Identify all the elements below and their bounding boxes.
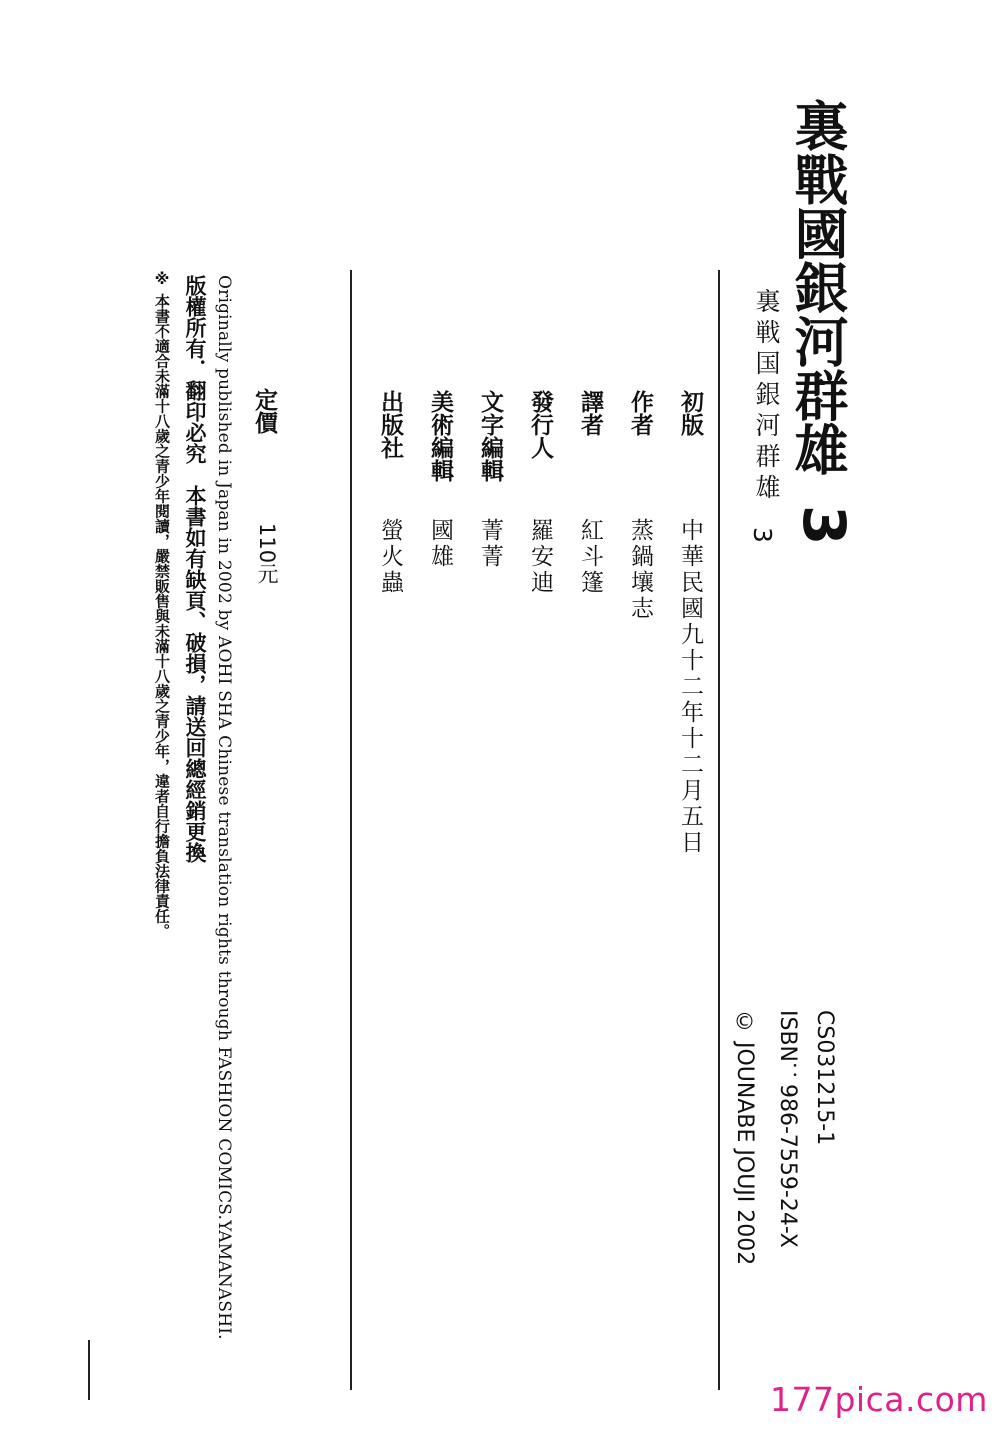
credit-label-text-editor: 文字編輯 [477,390,503,482]
credit-label-publisher-person: 發行人 [527,390,553,459]
original-volume-number: 3 [748,527,777,543]
price-value: 110元 [255,523,279,585]
credit-label-author: 作者 [627,390,653,436]
original-title: 裏戦国銀河群雄 [752,288,781,505]
credit-label-publisher: 出版社 [377,390,403,459]
product-code: CS031215-1 [812,1010,837,1146]
credit-value-author: 蒸鍋壤志 [627,518,653,622]
main-volume-number: 3 [790,505,858,546]
original-publication-line: Originally published in Japan in 2002 by AOHI SHA Chinese translation rights through FASHION COMICS.YAMANASHI. [214,275,234,1340]
credit-value-publisher-person: 羅安迪 [527,518,553,596]
isbn-number: ISBN：986-7559-24-X [775,1010,800,1248]
site-watermark: 177pica.com [770,1380,988,1419]
age-restriction-notice: ※ 本書不適合未滿十八歲之青少年閱讀，嚴禁販售與未滿十八歲之青少年，違者自行擔負法律責任。 [153,270,171,939]
rights-reserved-line: 版權所有．翻印必究 本書如有缺頁、破損，請送回總經銷更換 [183,275,207,863]
credit-value-text-editor: 菁菁 [477,518,503,570]
price-label: 定價 [251,388,277,434]
credit-label-first-edition: 初版 [677,390,703,436]
credit-value-translator: 紅斗篷 [577,518,603,596]
top-divider-left [350,270,352,1390]
bottom-divider [88,1340,90,1400]
credit-label-translator: 譯者 [577,390,603,436]
credit-label-art-editor: 美術編輯 [427,390,453,482]
top-divider-right [718,270,720,1390]
credit-value-art-editor: 國雄 [427,518,453,570]
main-title: 裏戰國銀河群雄 [786,98,849,476]
credit-value-first-edition: 中華民國九十二年十二月五日 [677,518,703,856]
credit-value-publisher: 螢火蟲 [377,518,403,596]
copyright-notice: © JOUNABE JOUJI 2002 [732,1010,757,1266]
